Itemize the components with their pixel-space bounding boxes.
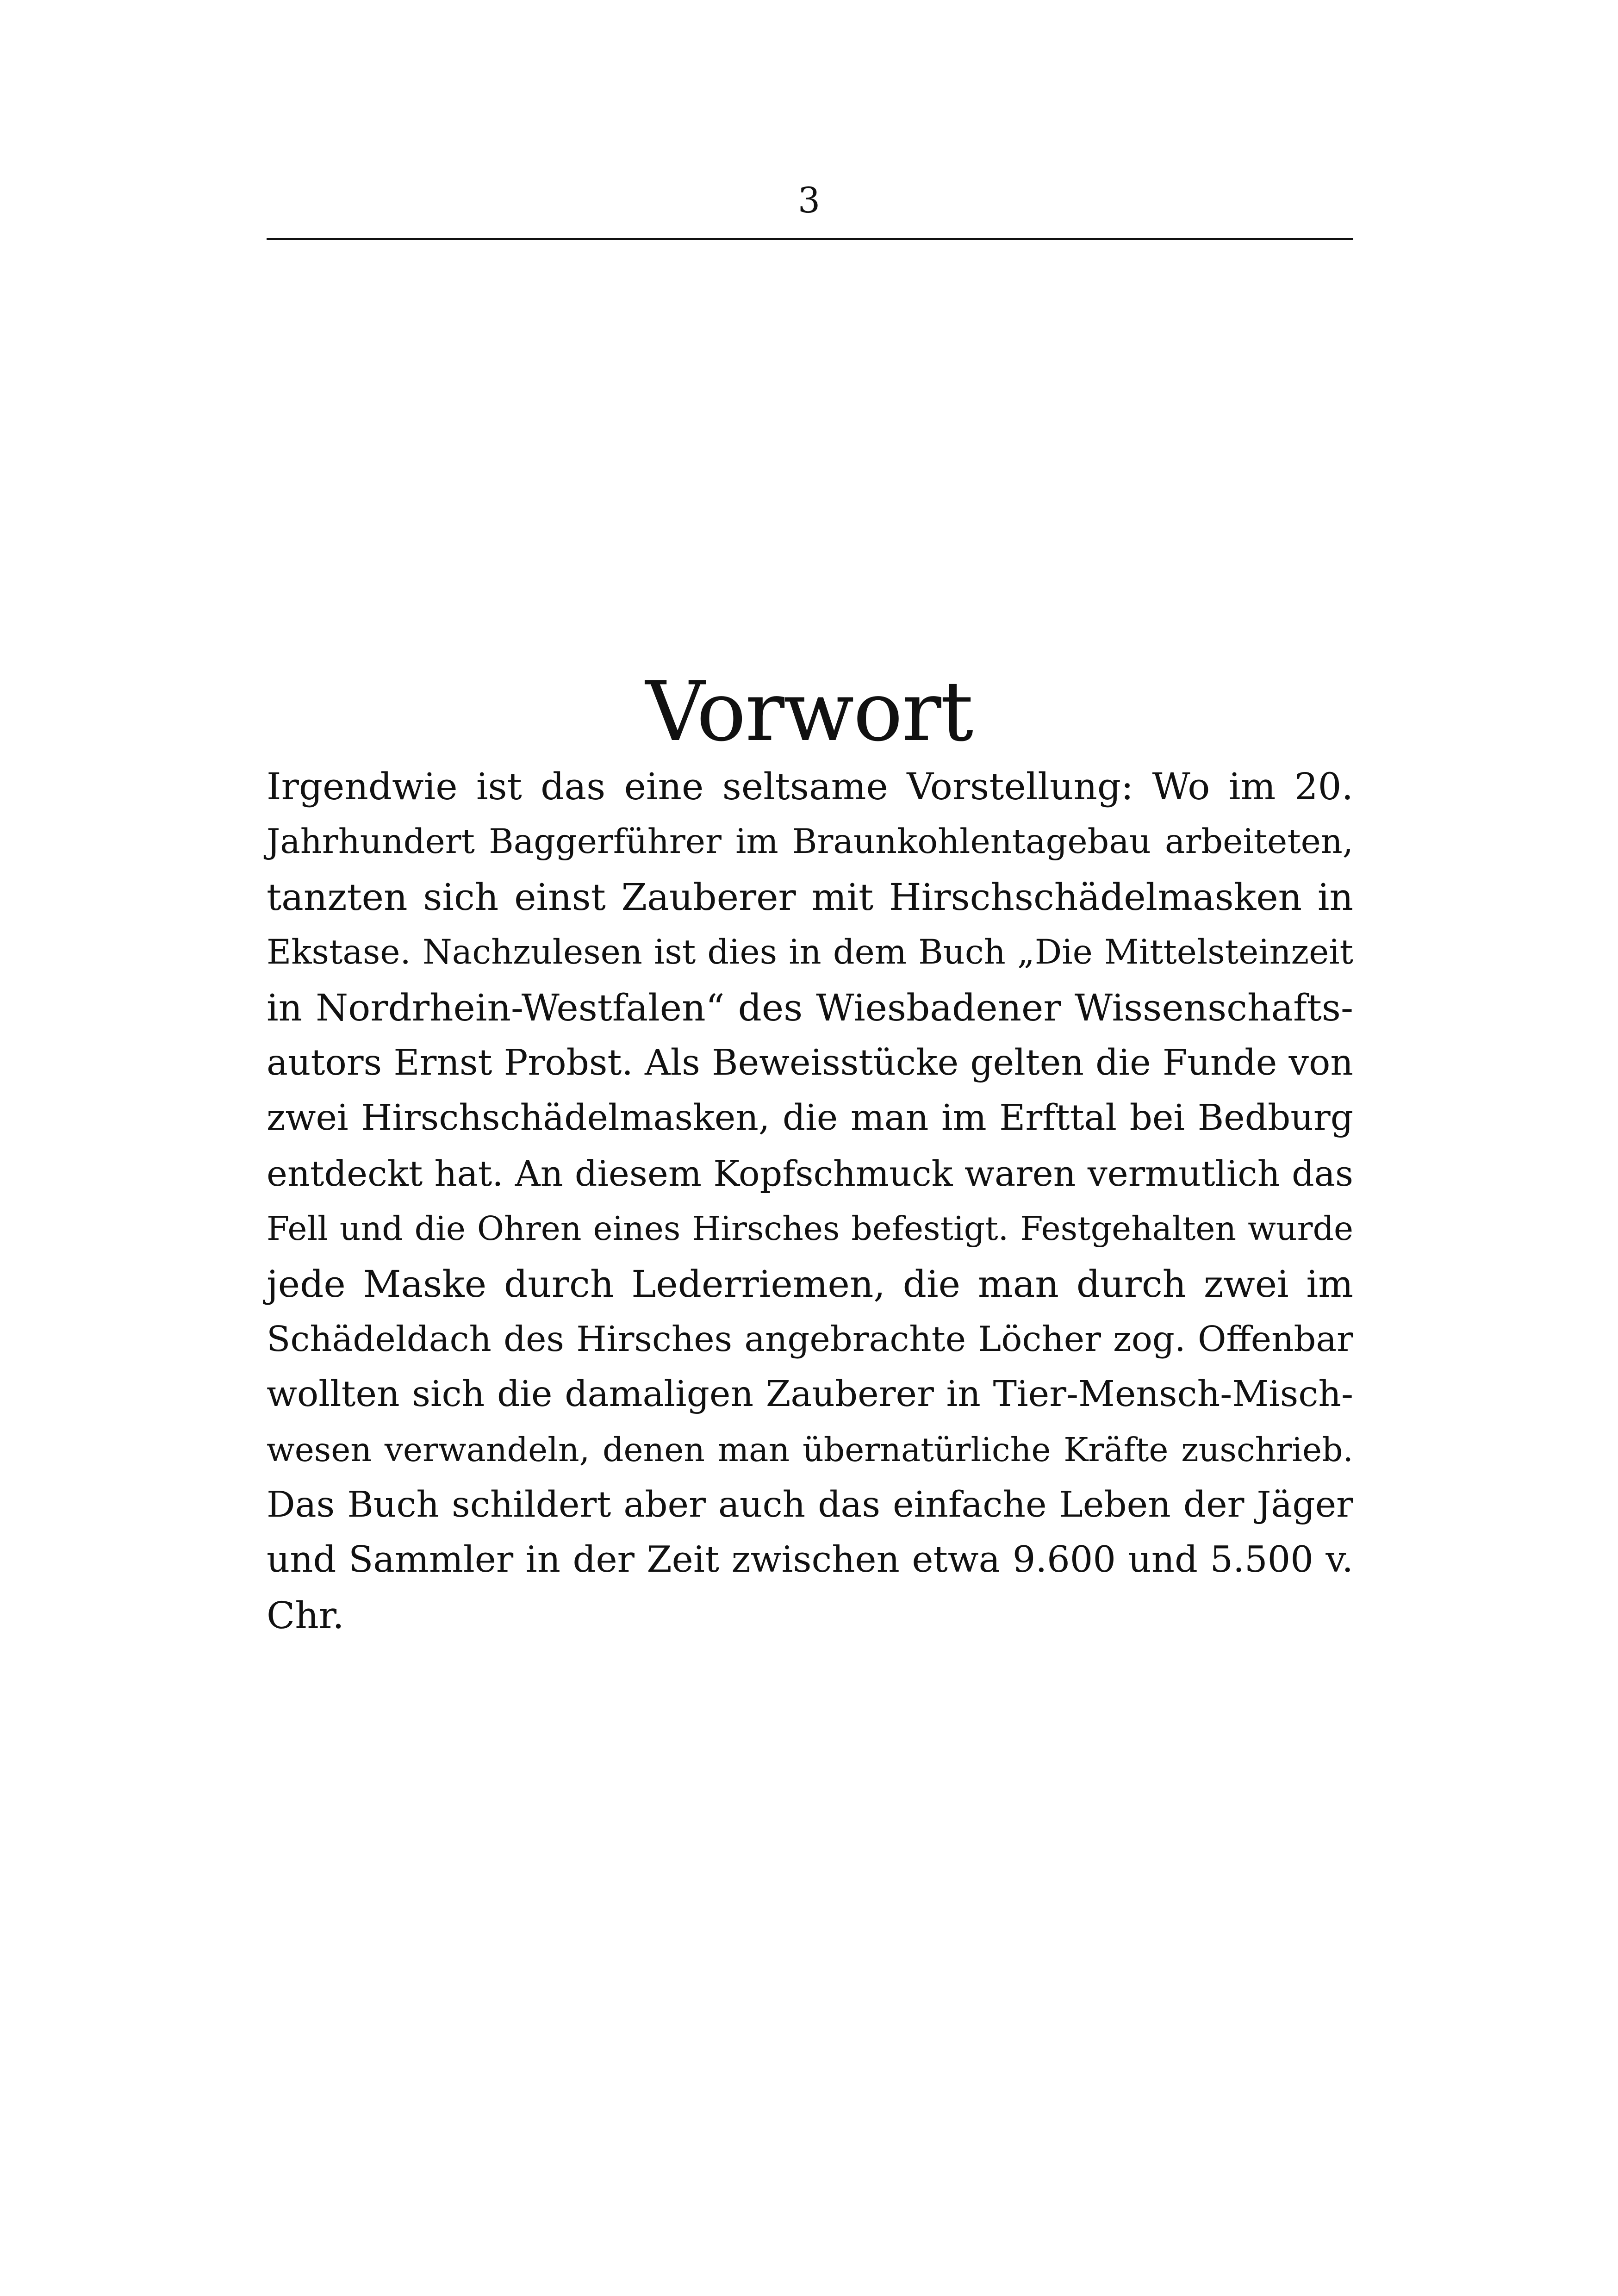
paragraph-line: wollten sich die damaligen Zauberer in Tier-Mensch-Misch- <box>267 1374 1353 1415</box>
page-number: 3 <box>797 180 821 221</box>
paragraph-line: tanzten sich einst Zauberer mit Hirschschädelmasken in <box>267 875 1353 919</box>
chapter-title: Vorwort <box>645 664 973 760</box>
paragraph-line: Schädeldach des Hirsches angebrachte Löcher zog. Offenbar <box>267 1318 1353 1359</box>
paragraph-line: Jahrhundert Baggerführer im Braunkohlentagebau arbeiteten, <box>267 822 1353 862</box>
paragraph-line: autors Ernst Probst. Als Beweisstücke gelten die Funde von <box>267 1042 1353 1083</box>
paragraph-line: jede Maske durch Lederriemen, die man durch zwei im <box>267 1262 1353 1306</box>
paragraph-line: Ekstase. Nachzulesen ist dies in dem Buch „Die Mittelsteinzeit <box>267 933 1353 972</box>
paragraph-line: wesen verwandeln, denen man übernatürliche Kräfte zuschrieb. <box>267 1430 1353 1469</box>
body-paragraph <box>267 759 1353 1643</box>
paragraph-line: Fell und die Ohren eines Hirsches befestigt. Festgehalten wurde <box>267 1209 1353 1248</box>
paragraph-line: entdeckt hat. An diesem Kopfschmuck waren vermutlich das <box>267 1152 1353 1194</box>
paragraph-line: in Nordrhein-Westfalen“ des Wiesbadener Wissenschafts- <box>267 986 1353 1029</box>
header-rule <box>267 238 1353 240</box>
paragraph-line: und Sammler in der Zeit zwischen etwa 9.600 und 5.500 v. <box>267 1539 1353 1581</box>
paragraph-line: Das Buch schildert aber auch das einfache Leben der Jäger <box>267 1484 1353 1526</box>
paragraph-line: Irgendwie ist das eine seltsame Vorstellung: Wo im 20. <box>267 765 1353 808</box>
paragraph-line: zwei Hirschschädelmasken, die man im Erfttal bei Bedburg <box>267 1097 1353 1139</box>
paragraph-line: Chr. <box>267 1593 344 1637</box>
